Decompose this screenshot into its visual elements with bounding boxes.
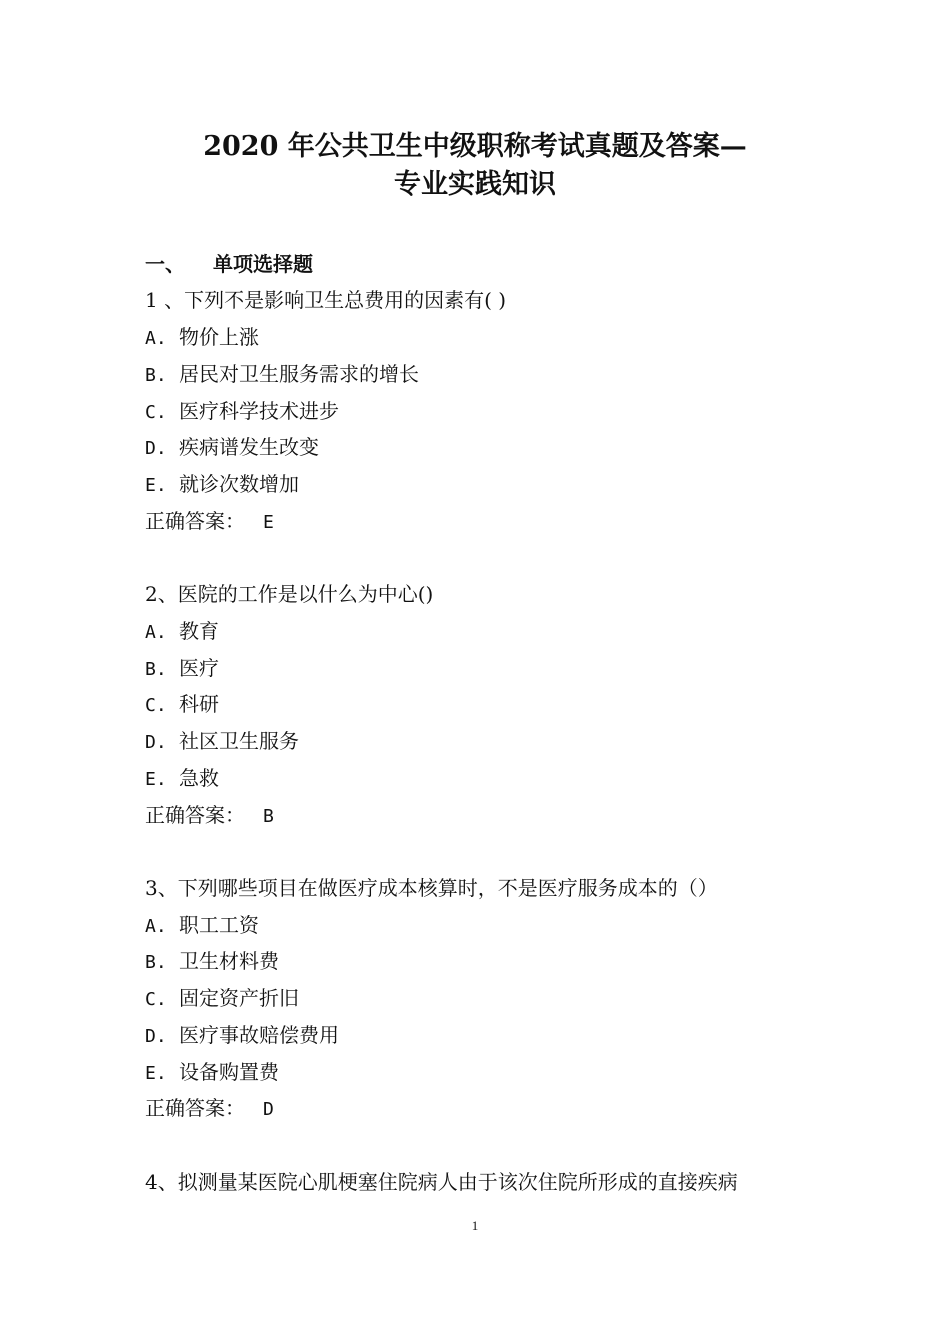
question-2-answer [145,801,274,831]
question-1-stem: 1 、下列不是影响卫生总费用的因素有( ) [145,288,507,312]
question-2-option-c [145,690,219,720]
answer-label: 正确答案： [145,509,245,533]
option-letter: D. [145,732,167,753]
option-letter: B. [145,365,167,386]
answer-value: D [263,1099,274,1120]
option-text: 职工工资 [179,913,259,937]
option-text: 教育 [179,619,219,643]
option-letter: B. [145,952,167,973]
option-letter: A. [145,916,167,937]
question-3-option-c [145,984,299,1014]
option-text: 卫生材料费 [179,949,279,973]
question-2-option-e [145,764,219,794]
document-title-line-2: 专业实践知识 [394,169,556,200]
document-title-line-1: 2020 年公共卫生中级职称考试真题及答案— [203,131,747,162]
option-text: 医疗科学技术进步 [179,399,339,423]
answer-label: 正确答案： [145,803,245,827]
option-text: 居民对卫生服务需求的增长 [179,362,419,386]
question-1-option-a [145,323,259,353]
question-2-stem: 2、医院的工作是以什么为中心() [145,582,434,606]
option-text: 社区卫生服务 [179,729,299,753]
option-letter: D. [145,1026,167,1047]
question-3-option-b [145,947,279,977]
question-1-option-c [145,397,339,427]
option-letter: E. [145,475,167,496]
question-1-option-d [145,433,319,463]
option-letter: E. [145,769,167,790]
option-text: 设备购置费 [179,1060,279,1084]
option-letter: D. [145,438,167,459]
section-title: 单项选择题 [213,252,313,276]
question-2-option-b [145,654,219,684]
question-3-option-d [145,1021,339,1051]
section-number: 一、 [145,252,185,276]
option-text: 科研 [179,692,219,716]
section-heading [145,250,313,278]
option-letter: E. [145,1063,167,1084]
option-letter: A. [145,622,167,643]
answer-value: B [263,806,274,827]
question-1-answer [145,507,274,537]
question-3-option-e [145,1058,279,1088]
question-3-stem: 3、下列哪些项目在做医疗成本核算时，不是医疗服务成本的（） [145,876,718,900]
question-2-option-a [145,617,219,647]
option-letter: C. [145,989,167,1010]
question-2-option-d [145,727,299,757]
option-text: 急救 [179,766,219,790]
option-text: 物价上涨 [179,325,259,349]
option-text: 固定资产折旧 [179,986,299,1010]
option-letter: B. [145,659,167,680]
option-text: 就诊次数增加 [179,472,299,496]
option-text: 医疗事故赔偿费用 [179,1023,339,1047]
question-3-option-a [145,911,259,941]
answer-label: 正确答案： [145,1096,245,1120]
option-letter: C. [145,402,167,423]
answer-value: E [263,512,274,533]
page-number: 1 [471,1218,479,1233]
option-text: 医疗 [179,656,219,680]
question-4-stem: 4、拟测量某医院心肌梗塞住院病人由于该次住院所形成的直接疾病 [145,1170,738,1194]
question-3-answer [145,1094,274,1124]
question-1-option-b [145,360,419,390]
option-letter: A. [145,328,167,349]
question-1-option-e [145,470,299,500]
option-letter: C. [145,695,167,716]
option-text: 疾病谱发生改变 [179,435,319,459]
